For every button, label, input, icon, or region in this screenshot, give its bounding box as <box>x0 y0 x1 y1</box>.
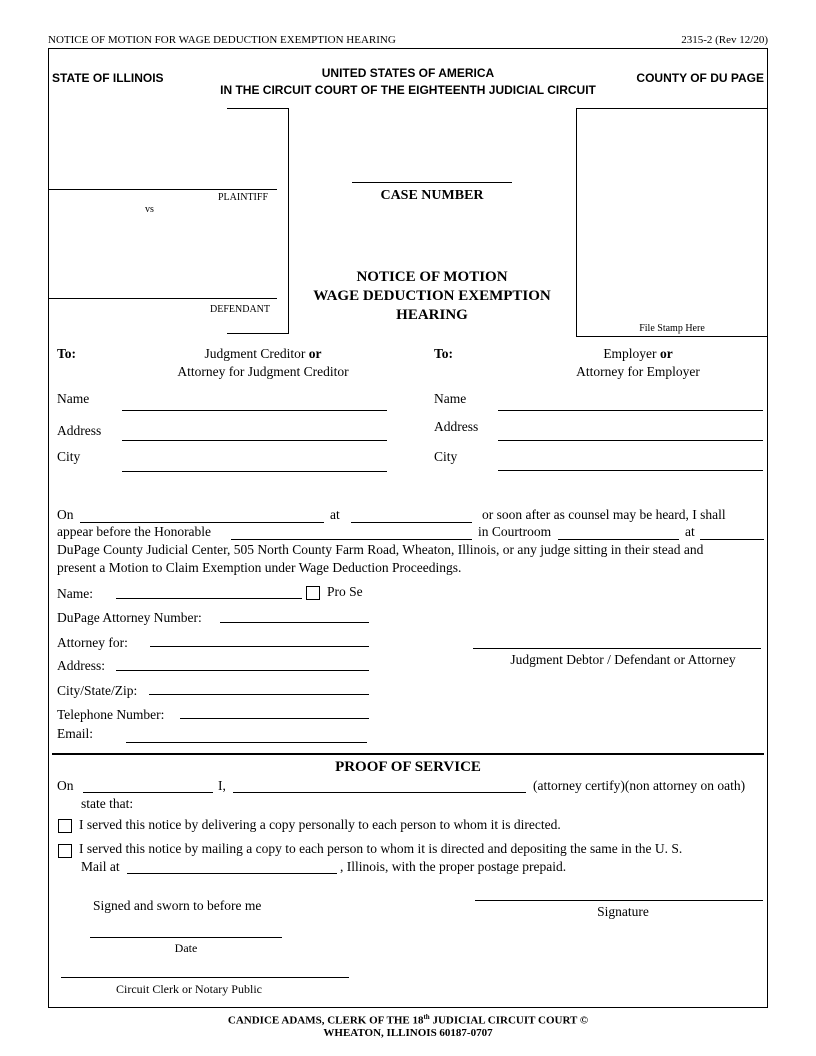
proof-title: PROOF OF SERVICE <box>335 759 481 775</box>
plaintiff-label: PLAINTIFF <box>218 192 269 203</box>
to-right-label: To: <box>434 346 454 361</box>
proof-divider <box>52 753 764 755</box>
signature-label: Signature <box>597 904 649 919</box>
title-line-3: HEARING <box>396 307 468 323</box>
to-right-city-field[interactable] <box>498 470 763 471</box>
defendant-line[interactable] <box>48 298 277 299</box>
caption-box-right <box>288 108 289 333</box>
mail-location-field[interactable] <box>127 873 337 874</box>
to-right-line2: Attorney for Employer <box>576 364 700 379</box>
to-left-address-field[interactable] <box>122 440 387 441</box>
notice-at2-label: at <box>685 524 695 539</box>
city-state-zip-field[interactable] <box>149 694 369 695</box>
plaintiff-line[interactable] <box>48 189 277 190</box>
notice-date-field[interactable] <box>80 522 324 523</box>
notice-time-field[interactable] <box>351 522 472 523</box>
mail-at-label: Mail at <box>81 859 120 874</box>
sworn-date-field[interactable] <box>90 937 282 938</box>
file-stamp-label: File Stamp Here <box>639 323 705 334</box>
notice-on-label: On <box>57 507 74 522</box>
debtor-signature-field[interactable] <box>473 648 761 649</box>
notary-signature-field[interactable] <box>61 977 349 978</box>
served-personally-text: I served this notice by delivering a copy personally to each person to whom it is directed. <box>79 817 561 832</box>
dupage-number-field[interactable] <box>220 622 369 623</box>
to-left-name-label: Name <box>57 391 90 406</box>
to-right-name-label: Name <box>434 391 467 406</box>
courtroom-field[interactable] <box>558 539 679 540</box>
proof-date-field[interactable] <box>83 792 213 793</box>
to-left-city-field[interactable] <box>122 471 387 472</box>
notice-at-label: at <box>330 507 340 522</box>
notice-courtroom-label: in Courtroom <box>478 524 552 539</box>
pro-se-checkbox[interactable] <box>306 586 320 600</box>
footer-clerk: CANDICE ADAMS, CLERK OF THE 18th JUDICIAL CIRCUIT COURT © <box>227 1013 589 1027</box>
to-right-address-field[interactable] <box>498 440 763 441</box>
courtroom-at-field[interactable] <box>700 539 764 540</box>
form-title: NOTICE OF MOTION FOR WAGE DEDUCTION EXEMPTION HEARING <box>48 34 396 46</box>
title-line-2: WAGE DEDUCTION EXEMPTION <box>313 288 551 304</box>
to-left-line1: Judgment Creditor or <box>204 346 322 361</box>
dupage-number-label: DuPage Attorney Number: <box>57 610 202 625</box>
city-state-zip-label: City/State/Zip: <box>57 683 138 698</box>
served-personally-checkbox[interactable] <box>58 819 72 833</box>
caption-box-bottom <box>227 333 289 334</box>
notice-soon-text: or soon after as counsel may be heard, I shall <box>482 507 726 522</box>
email-label: Email: <box>57 726 93 741</box>
attorney-for-field[interactable] <box>150 646 369 647</box>
sworn-date-label: Date <box>174 941 198 955</box>
to-right-name-field[interactable] <box>498 410 763 411</box>
attorney-address-field[interactable] <box>116 670 369 671</box>
proof-state-that: state that: <box>81 796 134 811</box>
email-field[interactable] <box>126 742 367 743</box>
caption-box-top <box>227 108 289 109</box>
served-by-mail-checkbox[interactable] <box>58 844 72 858</box>
telephone-label: Telephone Number: <box>57 707 165 722</box>
defendant-label: DEFENDANT <box>210 304 270 315</box>
debtor-signature-label: Judgment Debtor / Defendant or Attorney <box>510 652 736 667</box>
title-line-1: NOTICE OF MOTION <box>356 269 508 285</box>
attorney-for-label: Attorney for: <box>57 635 128 650</box>
notice-line-3: DuPage County Judicial Center, 505 North County Farm Road, Wheaton, Illinois, or any judge sitting in their stead and <box>57 542 704 557</box>
served-by-mail-text: I served this notice by mailing a copy to each person to whom it is directed and depositing the same in the U. S. <box>79 841 683 856</box>
footer-address: WHEATON, ILLINOIS 60187-0707 <box>323 1027 493 1039</box>
proof-name-field[interactable] <box>233 792 526 793</box>
notary-label: Circuit Clerk or Notary Public <box>116 982 262 996</box>
to-left-city-label: City <box>57 449 81 464</box>
case-number-label: CASE NUMBER <box>380 188 484 203</box>
proof-i-label: I, <box>218 778 226 793</box>
to-left-address-label: Address <box>57 423 102 438</box>
pro-se-label: Pro Se <box>327 584 363 599</box>
proof-on-label: On <box>57 778 74 793</box>
attorney-address-label: Address: <box>57 658 105 673</box>
county-label: COUNTY OF DU PAGE <box>636 71 764 85</box>
to-left-label: To: <box>57 346 77 361</box>
to-right-line1: Employer or <box>603 346 673 361</box>
attorney-name-label: Name: <box>57 586 93 601</box>
signed-sworn-text: Signed and sworn to before me <box>93 898 262 913</box>
vs-label: vs <box>145 204 154 215</box>
judge-field[interactable] <box>231 539 472 540</box>
form-number: 2315-2 (Rev 12/20) <box>681 34 768 46</box>
attorney-name-field[interactable] <box>116 598 302 599</box>
notice-appear-text: appear before the Honorable <box>57 524 212 539</box>
state-label: STATE OF ILLINOIS <box>52 71 164 85</box>
signature-field[interactable] <box>475 900 763 901</box>
proof-certify-text: (attorney certify)(non attorney on oath) <box>533 778 746 793</box>
telephone-field[interactable] <box>180 718 369 719</box>
country-label: UNITED STATES OF AMERICA <box>321 66 495 80</box>
file-stamp-box <box>576 108 768 337</box>
to-left-name-field[interactable] <box>122 410 387 411</box>
to-right-address-label: Address <box>434 419 479 434</box>
to-left-line2: Attorney for Judgment Creditor <box>177 364 349 379</box>
mail-rest-text: , Illinois, with the proper postage prepaid. <box>340 859 567 874</box>
case-number-line[interactable] <box>352 182 512 183</box>
notice-line-4: present a Motion to Claim Exemption under Wage Deduction Proceedings. <box>57 560 462 575</box>
to-right-city-label: City <box>434 449 458 464</box>
court-label: IN THE CIRCUIT COURT OF THE EIGHTEENTH JUDICIAL CIRCUIT <box>220 83 596 97</box>
